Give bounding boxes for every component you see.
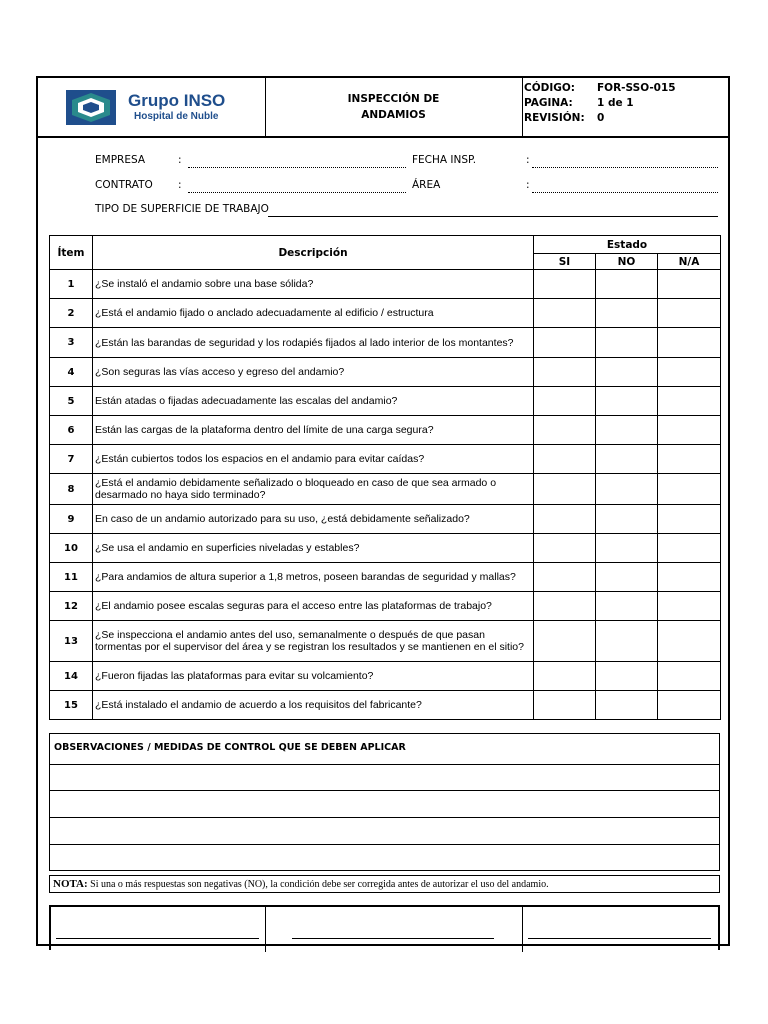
- answer-cell-no[interactable]: [596, 270, 658, 299]
- table-row: [50, 358, 721, 387]
- answer-cell-na[interactable]: [658, 621, 721, 662]
- answer-cell-si[interactable]: [534, 474, 596, 505]
- table-header-row: [50, 236, 721, 254]
- item-header: Ítem: [50, 236, 93, 270]
- observaciones-line[interactable]: [50, 817, 719, 844]
- option-si-header: SI: [534, 254, 596, 270]
- fecha-colon: :: [526, 154, 530, 166]
- observaciones-box: [49, 733, 720, 871]
- table-row: [50, 474, 721, 505]
- item-number: 10: [50, 534, 93, 563]
- answer-cell-no[interactable]: [596, 505, 658, 534]
- answer-cell-na[interactable]: [658, 445, 721, 474]
- item-description: ¿Se usa el andamio en superficies niveladas y estables?: [93, 534, 534, 563]
- superficie-label: TIPO DE SUPERFICIE DE TRABAJO: [95, 203, 269, 215]
- fecha-label: FECHA INSP.: [412, 154, 477, 166]
- item-description: ¿Son seguras las vías acceso y egreso del andamio?: [93, 358, 534, 387]
- item-description: ¿Está instalado el andamio de acuerdo a los requisitos del fabricante?: [93, 691, 534, 720]
- table-row: [50, 299, 721, 328]
- answer-cell-si[interactable]: [534, 592, 596, 621]
- observaciones-title: OBSERVACIONES / MEDIDAS DE CONTROL QUE SE DEBEN APLICAR: [54, 742, 406, 753]
- item-number: 6: [50, 416, 93, 445]
- empresa-field[interactable]: [188, 167, 406, 168]
- table-row: [50, 563, 721, 592]
- superficie-field[interactable]: [268, 216, 718, 217]
- answer-cell-na[interactable]: [658, 328, 721, 358]
- observaciones-line[interactable]: [50, 764, 719, 791]
- item-number: 9: [50, 505, 93, 534]
- answer-cell-si[interactable]: [534, 662, 596, 691]
- signature-line-1[interactable]: [56, 938, 259, 939]
- item-description: ¿Están cubiertos todos los espacios en el andamio para evitar caídas?: [93, 445, 534, 474]
- form-title-line1: INSPECCIÓN DE: [347, 93, 440, 105]
- answer-cell-si[interactable]: [534, 270, 596, 299]
- meta-value: FOR-SSO-015: [597, 82, 676, 94]
- answer-cell-si[interactable]: [534, 621, 596, 662]
- item-description: ¿Están las barandas de seguridad y los rodapiés fijados al lado interior de los montantes?: [93, 328, 534, 358]
- signature-line-3[interactable]: [528, 938, 711, 939]
- answer-cell-si[interactable]: [534, 358, 596, 387]
- brand-name: Grupo INSO: [128, 91, 226, 110]
- company-logo-icon: [66, 90, 116, 125]
- signature-divider: [522, 907, 523, 952]
- item-description: Están atadas o fijadas adecuadamente las escalas del andamio?: [93, 387, 534, 416]
- answer-cell-na[interactable]: [658, 416, 721, 445]
- table-row: [50, 505, 721, 534]
- answer-cell-na[interactable]: [658, 563, 721, 592]
- signature-divider: [265, 907, 266, 952]
- item-number: 14: [50, 662, 93, 691]
- answer-cell-si[interactable]: [534, 505, 596, 534]
- answer-cell-na[interactable]: [658, 358, 721, 387]
- contrato-colon: :: [178, 179, 182, 191]
- item-number: 12: [50, 592, 93, 621]
- meta-revision: [524, 112, 724, 127]
- item-description: ¿Está el andamio debidamente señalizado o bloqueado en caso de que sea armado o desarmado no haya sido terminado?: [93, 474, 534, 505]
- answer-cell-si[interactable]: [534, 534, 596, 563]
- item-number: 1: [50, 270, 93, 299]
- signature-line-2[interactable]: [292, 938, 494, 939]
- answer-cell-si[interactable]: [534, 299, 596, 328]
- answer-cell-no[interactable]: [596, 691, 658, 720]
- area-label: ÁREA: [412, 179, 441, 191]
- answer-cell-no[interactable]: [596, 416, 658, 445]
- form-title: [265, 78, 523, 136]
- answer-cell-si[interactable]: [534, 416, 596, 445]
- table-row: [50, 416, 721, 445]
- observaciones-line[interactable]: [50, 790, 719, 817]
- table-row: [50, 270, 721, 299]
- answer-cell-si[interactable]: [534, 328, 596, 358]
- fecha-field[interactable]: [532, 167, 718, 168]
- answer-cell-si[interactable]: [534, 445, 596, 474]
- item-number: 3: [50, 328, 93, 358]
- item-description: ¿Se instaló el andamio sobre una base sólida?: [93, 270, 534, 299]
- table-row: [50, 662, 721, 691]
- item-number: 2: [50, 299, 93, 328]
- answer-cell-si[interactable]: [534, 387, 596, 416]
- item-number: 5: [50, 387, 93, 416]
- nota-label: NOTA:: [53, 878, 88, 890]
- answer-cell-na[interactable]: [658, 592, 721, 621]
- answer-cell-no[interactable]: [596, 534, 658, 563]
- answer-cell-no[interactable]: [596, 358, 658, 387]
- table-row: [50, 592, 721, 621]
- item-description: Están las cargas de la plataforma dentro del límite de una carga segura?: [93, 416, 534, 445]
- item-description: ¿Para andamios de altura superior a 1,8 metros, poseen barandas de seguridad y mallas?: [93, 563, 534, 592]
- answer-cell-si[interactable]: [534, 691, 596, 720]
- option-na-header: N/A: [658, 254, 721, 270]
- document-meta: [524, 82, 724, 127]
- table-row: [50, 621, 721, 662]
- logo-cell: [38, 78, 266, 136]
- item-description: En caso de un andamio autorizado para su uso, ¿está debidamente señalizado?: [93, 505, 534, 534]
- option-no-header: NO: [596, 254, 658, 270]
- meta-label: REVISIÓN:: [524, 112, 585, 124]
- answer-cell-no[interactable]: [596, 328, 658, 358]
- answer-cell-no[interactable]: [596, 592, 658, 621]
- item-description: ¿Fueron fijadas las plataformas para evitar su volcamiento?: [93, 662, 534, 691]
- contrato-field[interactable]: [188, 192, 406, 193]
- item-number: 8: [50, 474, 93, 505]
- answer-cell-na[interactable]: [658, 662, 721, 691]
- item-description: ¿Se inspecciona el andamio antes del uso, semanalmente o después de que pasan tormentas por el supervisor del área y se registran los resultados y se mantienen en el sitio?: [93, 621, 534, 662]
- answer-cell-no[interactable]: [596, 474, 658, 505]
- estado-header: Estado: [534, 236, 721, 254]
- signature-area: [49, 905, 720, 950]
- answer-cell-na[interactable]: [658, 387, 721, 416]
- answer-cell-no[interactable]: [596, 387, 658, 416]
- answer-cell-na[interactable]: [658, 299, 721, 328]
- item-number: 15: [50, 691, 93, 720]
- item-description: ¿Está el andamio fijado o anclado adecuadamente al edificio / estructura: [93, 299, 534, 328]
- description-header: Descripción: [93, 236, 534, 270]
- answer-cell-na[interactable]: [658, 691, 721, 720]
- checklist-table: [49, 235, 721, 720]
- empresa-label: EMPRESA: [95, 154, 145, 166]
- form-title-line2: ANDAMIOS: [361, 109, 426, 121]
- answer-cell-si[interactable]: [534, 563, 596, 592]
- brand-subtitle: Hospital de Nuble: [134, 111, 219, 122]
- table-row: [50, 534, 721, 563]
- answer-cell-no[interactable]: [596, 662, 658, 691]
- meta-value: 1 de 1: [597, 97, 634, 109]
- item-number: 4: [50, 358, 93, 387]
- meta-pagina: [524, 97, 724, 112]
- answer-cell-na[interactable]: [658, 505, 721, 534]
- answer-cell-no[interactable]: [596, 299, 658, 328]
- meta-label: PAGINA:: [524, 97, 573, 109]
- observaciones-line[interactable]: [50, 844, 719, 871]
- meta-value: 0: [597, 112, 605, 124]
- meta-codigo: [524, 82, 724, 97]
- area-colon: :: [526, 179, 530, 191]
- item-number: 11: [50, 563, 93, 592]
- answer-cell-na[interactable]: [658, 474, 721, 505]
- empresa-colon: :: [178, 154, 182, 166]
- answer-cell-no[interactable]: [596, 621, 658, 662]
- form-header: [38, 78, 728, 138]
- answer-cell-na[interactable]: [658, 534, 721, 563]
- table-row: [50, 445, 721, 474]
- area-field[interactable]: [532, 192, 718, 193]
- nota-text: Si una o más respuestas son negativas (NO), la condición debe ser corregida antes de autorizar el uso del andamio.: [90, 879, 549, 890]
- item-number: 7: [50, 445, 93, 474]
- meta-label: CÓDIGO:: [524, 82, 575, 94]
- table-row: [50, 328, 721, 358]
- answer-cell-no[interactable]: [596, 445, 658, 474]
- item-number: 13: [50, 621, 93, 662]
- table-row: [50, 691, 721, 720]
- table-row: [50, 387, 721, 416]
- inspection-form: [36, 76, 730, 946]
- answer-cell-na[interactable]: [658, 270, 721, 299]
- item-description: ¿El andamio posee escalas seguras para el acceso entre las plataformas de trabajo?: [93, 592, 534, 621]
- nota-box: [49, 875, 720, 893]
- contrato-label: CONTRATO: [95, 179, 153, 191]
- answer-cell-no[interactable]: [596, 563, 658, 592]
